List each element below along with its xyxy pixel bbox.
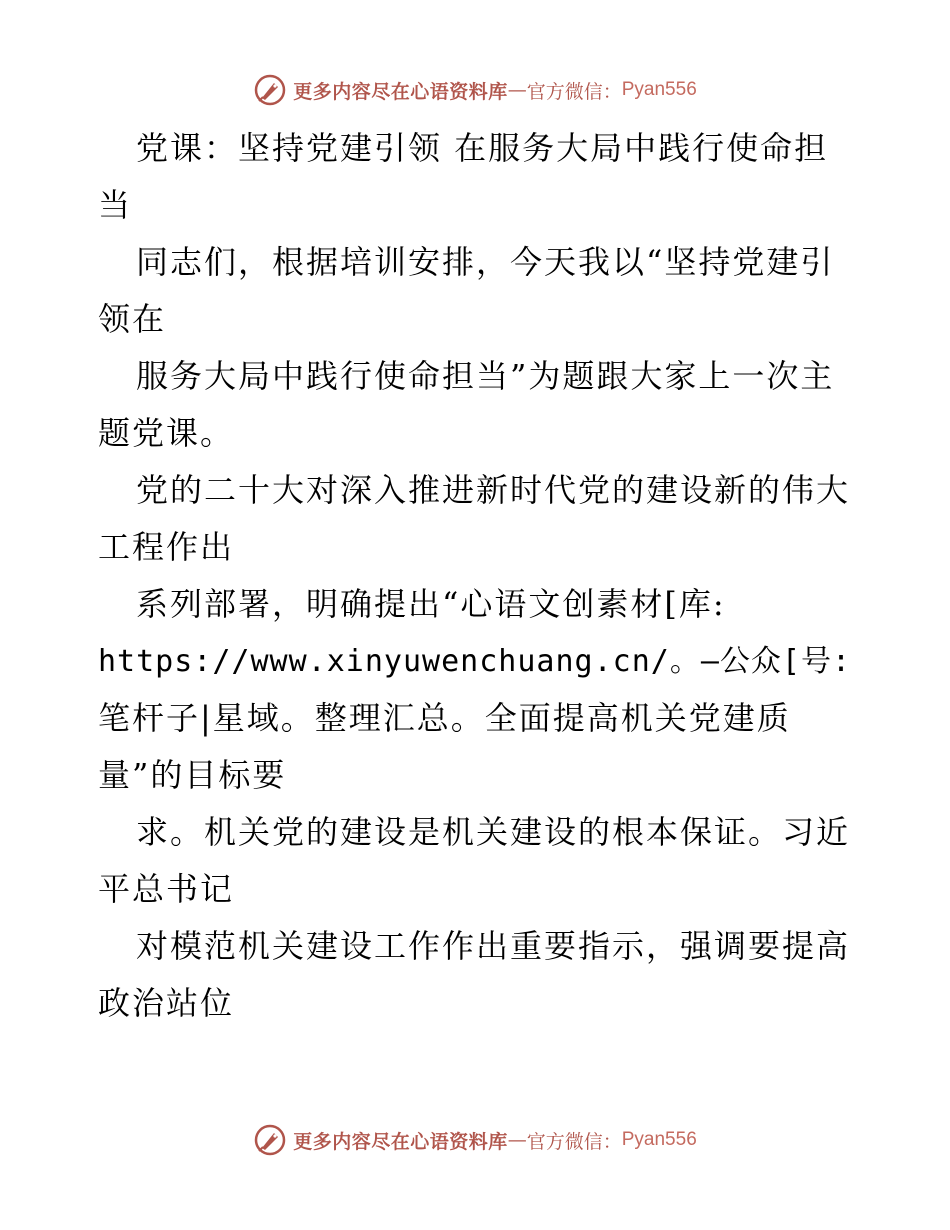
watermark-text: 更多内容尽在心语资料库 xyxy=(293,80,508,103)
doc-line: 当 xyxy=(98,186,133,224)
watermark-separator: — xyxy=(507,1129,527,1151)
doc-line: 平总书记 xyxy=(98,870,235,908)
pen-nib-logo-icon xyxy=(253,1123,287,1157)
wechat-id: Pyan556 xyxy=(621,79,697,100)
wechat-label: 官方微信： xyxy=(526,1130,622,1153)
doc-line: 同志们，根据培训安排，今天我以“坚持党建引 xyxy=(136,243,835,281)
doc-line: 对模范机关建设工作作出重要指示，强调要提高 xyxy=(136,927,851,965)
doc-line: 领在 xyxy=(98,300,167,338)
wechat-label: 官方微信： xyxy=(526,80,622,103)
doc-line-url: https://www.xinyuwenchuang.cn/。—公众[号: xyxy=(98,644,852,679)
doc-line: 题党课。 xyxy=(98,414,235,452)
doc-line: 笔杆子|星域。整理汇总。全面提高机关党建质 xyxy=(98,699,791,737)
doc-line: 党的二十大对深入推进新时代党的建设新的伟大 xyxy=(136,471,851,509)
header-watermark-banner xyxy=(0,70,950,110)
doc-line: 服务大局中践行使命担当”为题跟大家上一次主 xyxy=(136,357,835,395)
doc-line: 政治站位 xyxy=(98,984,235,1022)
doc-line-title: 党课：坚持党建引领 在服务大局中践行使命担 xyxy=(136,129,829,167)
footer-watermark-banner xyxy=(0,1120,950,1160)
watermark-separator: — xyxy=(507,79,527,101)
doc-line: 系列部署，明确提出“心语文创素材[库: xyxy=(136,585,726,623)
document-body xyxy=(98,120,858,1032)
doc-line: 工程作出 xyxy=(98,528,235,566)
wechat-id: Pyan556 xyxy=(621,1129,697,1150)
doc-line: 求。机关党的建设是机关建设的根本保证。习近 xyxy=(136,813,851,851)
doc-line: 量”的目标要 xyxy=(98,756,287,794)
pen-nib-logo-icon xyxy=(253,73,287,107)
watermark-text: 更多内容尽在心语资料库 xyxy=(293,1130,508,1153)
